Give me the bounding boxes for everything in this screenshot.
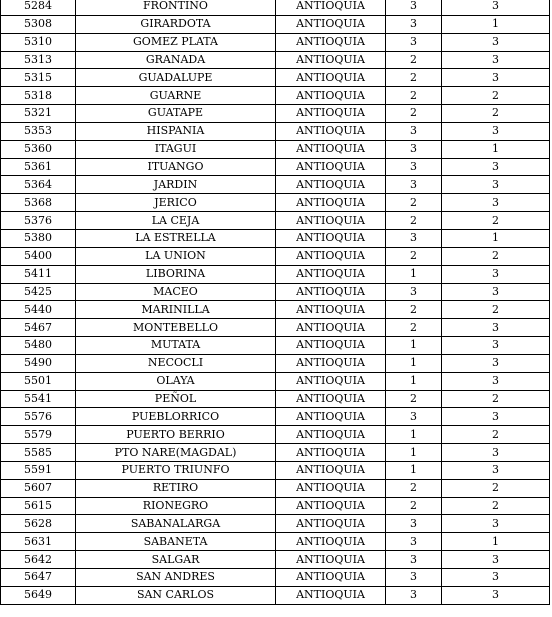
table-row [1,247,550,265]
row-department-cell: ANTIOQUIA [276,87,386,105]
table-row [1,194,550,212]
row-code-cell: 5360 [1,140,76,158]
row-municipality-cell: GOMEZ PLATA [76,33,276,51]
row-municipality-cell: MONTEBELLO [76,319,276,337]
row-department-cell: ANTIOQUIA [276,479,386,497]
row-code-cell: 5501 [1,372,76,390]
row-code-cell: 5318 [1,87,76,105]
row-municipality-cell: JARDIN [76,176,276,194]
row-value-a-cell: 3 [386,0,442,15]
row-value-b-cell: 3 [442,408,550,426]
row-municipality-cell: PUEBLORRICO [76,408,276,426]
table-row [1,479,550,497]
row-value-a-cell: 2 [386,87,442,105]
row-value-b-cell: 1 [442,140,550,158]
row-municipality-cell: LIBORINA [76,265,276,283]
row-municipality-cell: SABANALARGA [76,515,276,533]
row-value-b-cell: 3 [442,354,550,372]
row-value-a-cell: 2 [386,194,442,212]
table-row [1,497,550,515]
row-value-b-cell: 2 [442,390,550,408]
table-row [1,569,550,587]
row-department-cell: ANTIOQUIA [276,283,386,301]
row-municipality-cell: GUARNE [76,87,276,105]
row-value-b-cell: 1 [442,533,550,551]
row-value-a-cell: 1 [386,461,442,479]
table-row [1,444,550,462]
row-code-cell: 5579 [1,426,76,444]
row-municipality-cell: JERICO [76,194,276,212]
row-department-cell: ANTIOQUIA [276,461,386,479]
row-municipality-cell: LA ESTRELLA [76,229,276,247]
row-value-b-cell: 3 [442,33,550,51]
row-value-a-cell: 1 [386,265,442,283]
row-code-cell: 5411 [1,265,76,283]
row-code-cell: 5376 [1,212,76,230]
row-value-a-cell: 2 [386,51,442,69]
row-value-a-cell: 3 [386,122,442,140]
row-department-cell: ANTIOQUIA [276,229,386,247]
row-code-cell: 5400 [1,247,76,265]
row-value-b-cell: 3 [442,194,550,212]
row-municipality-cell: PUERTO BERRIO [76,426,276,444]
row-value-b-cell: 3 [442,0,550,15]
row-code-cell: 5490 [1,354,76,372]
row-municipality-cell: HISPANIA [76,122,276,140]
row-municipality-cell: PTO NARE(MAGDAL) [76,444,276,462]
row-value-a-cell: 3 [386,15,442,33]
row-value-a-cell: 1 [386,426,442,444]
row-value-a-cell: 1 [386,372,442,390]
row-department-cell: ANTIOQUIA [276,69,386,87]
row-value-a-cell: 3 [386,33,442,51]
table-row [1,69,550,87]
row-value-a-cell: 2 [386,105,442,123]
row-value-b-cell: 3 [442,337,550,355]
row-value-a-cell: 3 [386,551,442,569]
table-row [1,408,550,426]
row-value-a-cell: 1 [386,444,442,462]
row-code-cell: 5440 [1,301,76,319]
row-value-b-cell: 2 [442,497,550,515]
row-code-cell: 5591 [1,461,76,479]
table-row [1,586,550,604]
row-department-cell: ANTIOQUIA [276,497,386,515]
row-code-cell: 5642 [1,551,76,569]
row-value-a-cell: 2 [386,69,442,87]
row-value-b-cell: 2 [442,212,550,230]
row-department-cell: ANTIOQUIA [276,444,386,462]
row-value-a-cell: 2 [386,390,442,408]
row-value-a-cell: 3 [386,158,442,176]
row-code-cell: 5364 [1,176,76,194]
row-department-cell: ANTIOQUIA [276,337,386,355]
row-value-b-cell: 3 [442,551,550,569]
row-value-b-cell: 3 [442,319,550,337]
row-department-cell: ANTIOQUIA [276,194,386,212]
row-value-a-cell: 2 [386,247,442,265]
row-municipality-cell: PUERTO TRIUNFO [76,461,276,479]
row-value-b-cell: 3 [442,265,550,283]
row-department-cell: ANTIOQUIA [276,301,386,319]
row-municipality-cell: GUATAPE [76,105,276,123]
row-municipality-cell: PEÑOL [76,390,276,408]
row-code-cell: 5313 [1,51,76,69]
row-value-a-cell: 3 [386,533,442,551]
row-department-cell: ANTIOQUIA [276,122,386,140]
table-body [1,0,550,604]
row-municipality-cell: FRONTINO [76,0,276,15]
row-value-b-cell: 3 [442,158,550,176]
row-municipality-cell: MUTATA [76,337,276,355]
row-municipality-cell: SABANETA [76,533,276,551]
table-row [1,51,550,69]
table-row [1,140,550,158]
row-department-cell: ANTIOQUIA [276,140,386,158]
row-department-cell: ANTIOQUIA [276,51,386,69]
table-row [1,533,550,551]
row-municipality-cell: SAN ANDRES [76,569,276,587]
table-row [1,105,550,123]
row-value-b-cell: 2 [442,87,550,105]
row-value-a-cell: 3 [386,229,442,247]
table-row [1,354,550,372]
row-municipality-cell: LA CEJA [76,212,276,230]
table-row [1,319,550,337]
row-code-cell: 5467 [1,319,76,337]
row-department-cell: ANTIOQUIA [276,247,386,265]
row-code-cell: 5615 [1,497,76,515]
row-value-b-cell: 3 [442,569,550,587]
row-department-cell: ANTIOQUIA [276,408,386,426]
row-department-cell: ANTIOQUIA [276,354,386,372]
row-value-b-cell: 3 [442,444,550,462]
row-municipality-cell: MARINILLA [76,301,276,319]
row-value-a-cell: 3 [386,176,442,194]
table-row [1,33,550,51]
row-value-a-cell: 3 [386,408,442,426]
row-code-cell: 5576 [1,408,76,426]
table-row [1,337,550,355]
table-row [1,176,550,194]
row-value-a-cell: 3 [386,283,442,301]
row-municipality-cell: MACEO [76,283,276,301]
row-code-cell: 5310 [1,33,76,51]
row-value-b-cell: 3 [442,586,550,604]
row-department-cell: ANTIOQUIA [276,319,386,337]
table-row [1,87,550,105]
row-department-cell: ANTIOQUIA [276,0,386,15]
row-value-a-cell: 3 [386,515,442,533]
row-municipality-cell: NECOCLI [76,354,276,372]
row-code-cell: 5649 [1,586,76,604]
row-value-a-cell: 1 [386,337,442,355]
row-code-cell: 5361 [1,158,76,176]
table-row [1,372,550,390]
row-value-b-cell: 3 [442,51,550,69]
row-municipality-cell: GRANADA [76,51,276,69]
row-municipality-cell: SAN CARLOS [76,586,276,604]
row-value-b-cell: 2 [442,301,550,319]
row-code-cell: 5628 [1,515,76,533]
row-municipality-cell: GIRARDOTA [76,15,276,33]
row-code-cell: 5368 [1,194,76,212]
row-department-cell: ANTIOQUIA [276,15,386,33]
row-code-cell: 5308 [1,15,76,33]
table-row [1,0,550,15]
table-row [1,283,550,301]
row-code-cell: 5315 [1,69,76,87]
row-municipality-cell: SALGAR [76,551,276,569]
row-value-b-cell: 3 [442,515,550,533]
table-row [1,426,550,444]
row-department-cell: ANTIOQUIA [276,33,386,51]
row-value-a-cell: 2 [386,319,442,337]
row-value-b-cell: 3 [442,176,550,194]
table-row [1,229,550,247]
row-department-cell: ANTIOQUIA [276,426,386,444]
row-value-b-cell: 1 [442,15,550,33]
row-department-cell: ANTIOQUIA [276,212,386,230]
row-department-cell: ANTIOQUIA [276,176,386,194]
row-value-b-cell: 3 [442,283,550,301]
row-department-cell: ANTIOQUIA [276,158,386,176]
row-code-cell: 5353 [1,122,76,140]
table-row [1,301,550,319]
row-department-cell: ANTIOQUIA [276,265,386,283]
row-value-b-cell: 2 [442,426,550,444]
row-department-cell: ANTIOQUIA [276,515,386,533]
row-municipality-cell: ITUANGO [76,158,276,176]
row-code-cell: 5647 [1,569,76,587]
row-department-cell: ANTIOQUIA [276,533,386,551]
row-value-a-cell: 1 [386,354,442,372]
row-code-cell: 5585 [1,444,76,462]
row-value-b-cell: 3 [442,461,550,479]
table-row [1,551,550,569]
row-value-a-cell: 2 [386,497,442,515]
row-department-cell: ANTIOQUIA [276,105,386,123]
row-code-cell: 5284 [1,0,76,15]
row-value-b-cell: 2 [442,479,550,497]
row-municipality-cell: GUADALUPE [76,69,276,87]
row-code-cell: 5541 [1,390,76,408]
row-value-b-cell: 1 [442,229,550,247]
row-value-b-cell: 2 [442,105,550,123]
row-municipality-cell: ITAGUI [76,140,276,158]
table-row [1,461,550,479]
table-row [1,515,550,533]
row-code-cell: 5631 [1,533,76,551]
row-value-a-cell: 2 [386,301,442,319]
row-code-cell: 5321 [1,105,76,123]
row-value-a-cell: 3 [386,586,442,604]
table-row [1,15,550,33]
row-department-cell: ANTIOQUIA [276,569,386,587]
row-municipality-cell: OLAYA [76,372,276,390]
row-value-a-cell: 3 [386,140,442,158]
table-row [1,212,550,230]
row-code-cell: 5425 [1,283,76,301]
row-municipality-cell: RETIRO [76,479,276,497]
table-row [1,158,550,176]
row-value-a-cell: 2 [386,479,442,497]
row-value-b-cell: 2 [442,247,550,265]
row-code-cell: 5607 [1,479,76,497]
table-row [1,122,550,140]
table-row [1,390,550,408]
row-value-b-cell: 3 [442,122,550,140]
row-department-cell: ANTIOQUIA [276,372,386,390]
row-value-b-cell: 3 [442,69,550,87]
row-municipality-cell: RIONEGRO [76,497,276,515]
row-department-cell: ANTIOQUIA [276,586,386,604]
row-value-a-cell: 3 [386,569,442,587]
table-row [1,265,550,283]
row-municipality-cell: LA UNION [76,247,276,265]
row-department-cell: ANTIOQUIA [276,390,386,408]
row-code-cell: 5380 [1,229,76,247]
row-department-cell: ANTIOQUIA [276,551,386,569]
row-value-b-cell: 3 [442,372,550,390]
row-value-a-cell: 2 [386,212,442,230]
row-code-cell: 5480 [1,337,76,355]
